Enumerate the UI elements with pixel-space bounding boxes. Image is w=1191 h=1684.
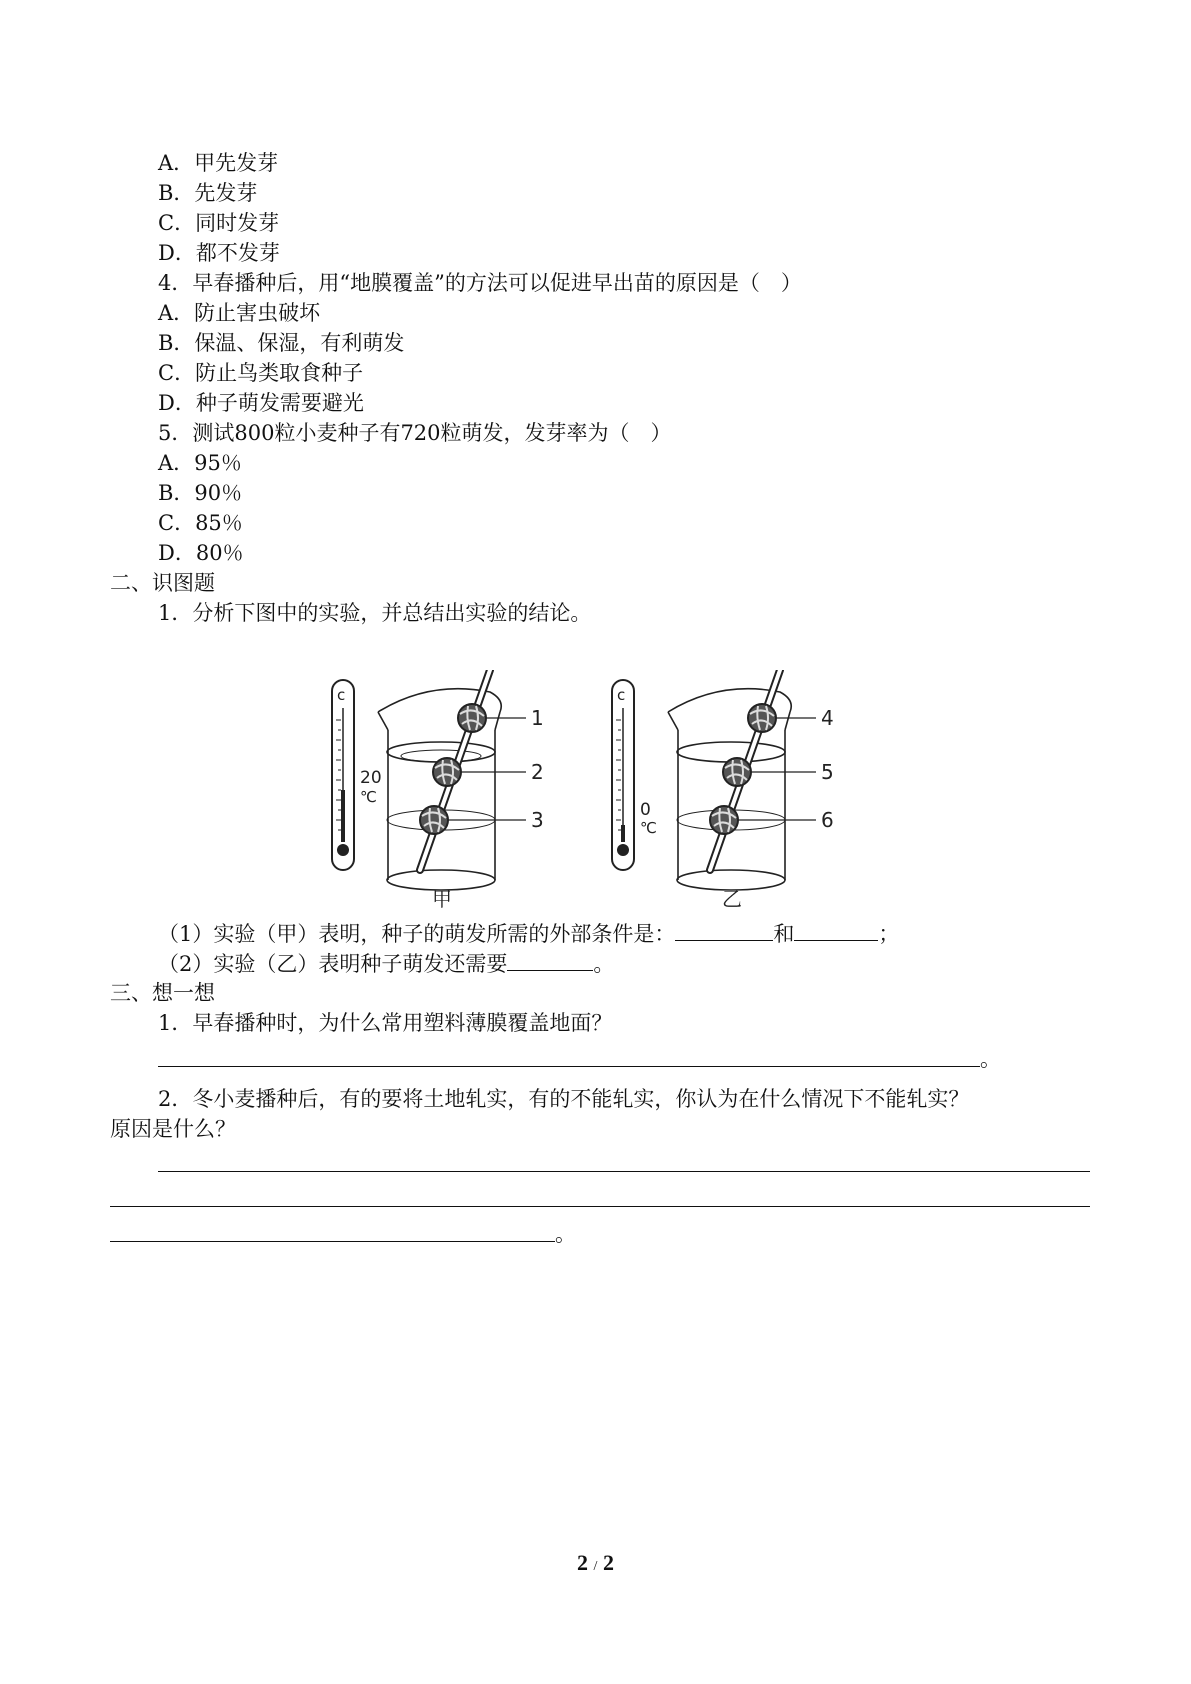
sub2-prefix: （2）实验（乙）表明种子萌发还需要 [158,952,508,976]
q5-option-c: C．85％ [158,511,243,535]
right-temp-value: 0 [640,800,651,820]
answer-line-q2-3[interactable] [110,1241,555,1242]
seed-label-5: 5 [821,760,834,784]
thermometer-left [332,680,354,870]
section3-q2-line1: 2．冬小麦播种后，有的要将土地轧实，有的不能轧实，你认为在什么情况下不能轧实？ [158,1087,970,1111]
answer-line-q2-1[interactable] [158,1171,1090,1172]
q1-end-mark: 。 [980,1047,1001,1071]
q4-stem: 4．早春播种后，用“地膜覆盖”的方法可以促进早出苗的原因是（ ） [158,271,802,295]
q2-end-mark: 。 [555,1222,576,1246]
section3-q2-line2: 原因是什么？ [110,1117,236,1141]
section2-sub1 [158,920,899,947]
q5-option-d: D．80％ [158,541,244,565]
page-number [0,1550,1191,1576]
seed-6 [710,806,738,834]
sub1-end: ； [878,922,900,946]
q4-option-b: B．保温、保湿，有利萌发 [158,331,405,355]
section2-q1: 1．分析下图中的实验，并总结出实验的结论。 [158,601,592,625]
seed-1 [458,704,486,732]
seed-label-2: 2 [531,760,544,784]
seed-5 [723,758,751,786]
q3-option-b: B．先发芽 [158,181,258,205]
q3-option-d: D．都不发芽 [158,241,280,265]
q5-stem: 5．测试800粒小麦种子有720粒萌发，发芽率为（ ） [158,421,672,445]
seed-4 [748,704,776,732]
experiment-figure [330,670,900,910]
seed-label-1: 1 [531,706,544,730]
seed-3 [420,806,448,834]
q5-option-a: A．95％ [158,451,242,475]
answer-blank-3[interactable] [507,950,593,971]
page-separator: / [593,1559,598,1574]
seed-label-4: 4 [821,706,834,730]
thermometer-right [612,680,634,870]
sub1-prefix: （1）实验（甲）表明，种子的萌发所需的外部条件是： [158,922,676,946]
thermo-letter-left: c [337,686,346,704]
left-temp-unit: ℃ [360,788,377,806]
seed-2 [433,758,461,786]
q4-option-a: A．防止害虫破坏 [158,301,321,325]
thermo-letter-right: c [617,686,626,704]
answer-blank-2[interactable] [794,920,878,941]
seed-label-3: 3 [531,808,544,832]
section3-q1: 1．早春播种时，为什么常用塑料薄膜覆盖地面？ [158,1011,613,1035]
seed-label-6: 6 [821,808,834,832]
q4-option-d: D．种子萌发需要避光 [158,391,364,415]
section2-title: 二、识图题 [110,571,215,595]
answer-blank-1[interactable] [675,920,773,941]
section2-sub2 [158,950,614,977]
section3-title: 三、想一想 [110,981,215,1005]
page-total: 2 [602,1550,614,1575]
left-temp-value: 20 [360,768,382,788]
sub1-and: 和 [773,922,795,946]
caption-right: 乙 [722,887,742,910]
q5-option-b: B．90％ [158,481,243,505]
answer-line-q1[interactable] [158,1066,980,1067]
caption-left: 甲 [432,887,452,910]
right-temp-unit: ℃ [640,819,657,837]
q3-option-a: A．甲先发芽 [158,151,279,175]
q3-option-c: C．同时发芽 [158,211,280,235]
sub2-end: 。 [593,952,615,976]
page-current: 2 [577,1550,589,1575]
q4-option-c: C．防止鸟类取食种子 [158,361,364,385]
answer-line-q2-2[interactable] [110,1206,1090,1207]
